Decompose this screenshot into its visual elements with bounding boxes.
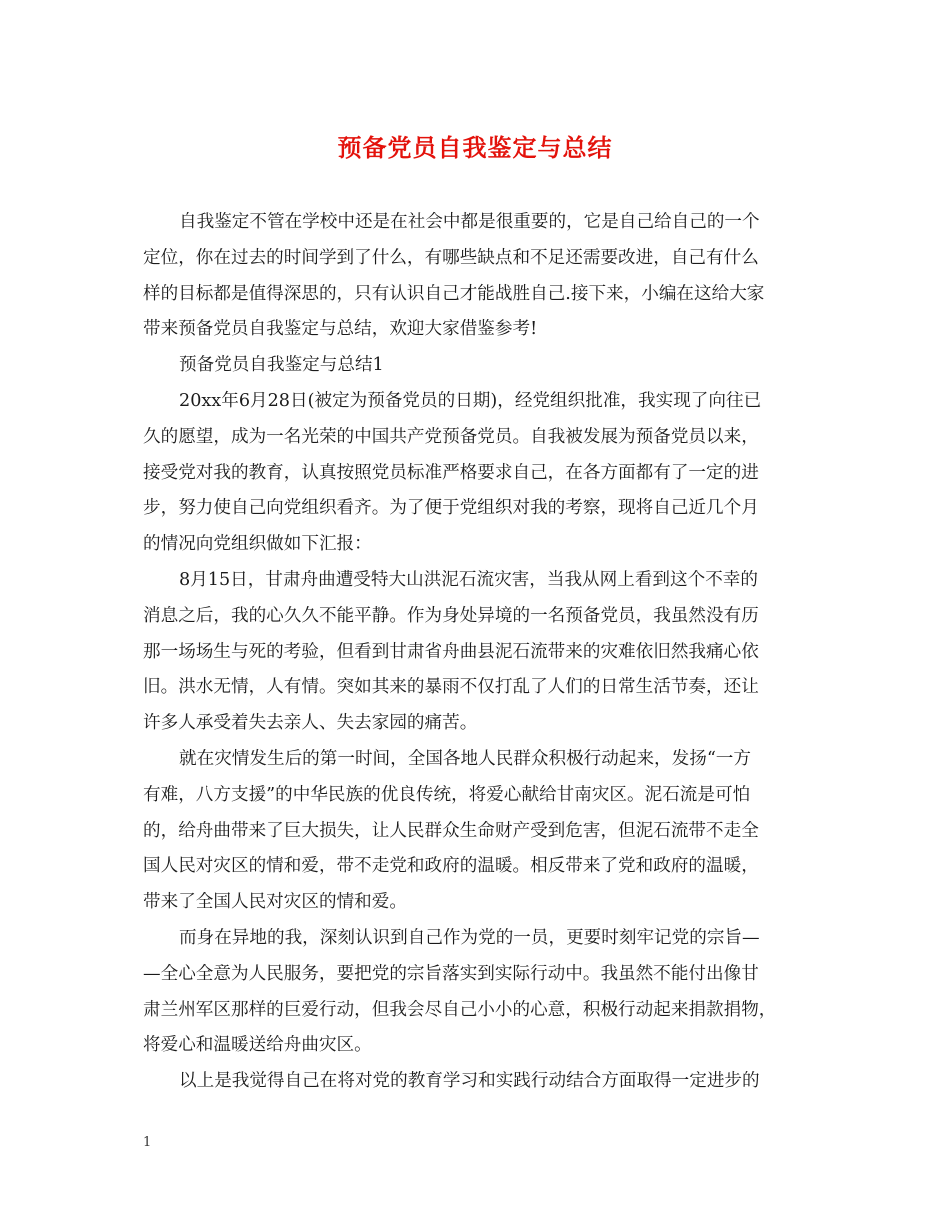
text-line: 那一场场生与死的考验，但看到甘肃省舟曲县泥石流带来的灾难依旧然我痛心依 [143,641,759,662]
text-line: —全心全意为人民服务，要把党的宗旨落实到实际行动中。我虽然不能付出像甘 [143,963,759,984]
text-line: 自我鉴定不管在学校中还是在社会中都是很重要的，它是自己给自己的一个 [179,212,760,232]
text-line: 许多人承受着失去亲人、失去家园的痛苦。 [143,713,478,734]
text-line: 的，给舟曲带来了巨大损失，让人民群众生命财产受到危害，但泥石流带不走全 [143,820,759,841]
text-line: 有难，八方支援”的中华民族的优良传统，将爱心献给甘南灾区。泥石流是可怕 [143,784,751,805]
text-line: 以上是我觉得自己在将对党的教育学习和实践行动结合方面取得一定进步的 [179,1071,760,1092]
text-line: 久的愿望，成为一名光荣的中国共产党预备党员。自我被发展为预备党员以来， [143,426,759,447]
page-number: 1 [143,1135,152,1150]
text-line: 国人民对灾区的情和爱，带不走党和政府的温暖。相反带来了党和政府的温暖， [143,856,759,877]
text-line: 而身在异地的我，深刻认识到自己作为党的一员，更要时刻牢记党的宗旨— [179,927,760,948]
text-line: 预备党员自我鉴定与总结1 [179,355,384,376]
text-line: 就在灾情发生后的第一时间，全国各地人民群众积极行动起来，发扬“一方 [179,748,751,769]
text-line: 旧。洪水无情，人有情。突如其来的暴雨不仅打乱了人们的日常生活节奏，还让 [143,677,759,698]
text-line: 肃兰州军区那样的巨爱行动，但我会尽自己小小的心意，积极行动起来捐款捐物， [143,999,777,1020]
text-line: 将爱心和温暖送给舟曲灾区。 [143,1035,372,1056]
text-line: 消息之后，我的心久久不能平静。作为身处异境的一名预备党员，我虽然没有历 [143,605,759,626]
text-line: 带来了全国人民对灾区的情和爱。 [143,892,407,913]
text-line: 接受党对我的教育，认真按照党员标准严格要求自己，在各方面都有了一定的进 [143,462,759,483]
text-line: 定位，你在过去的时间学到了什么，有哪些缺点和不足还需要改进，自己有什么 [143,247,759,268]
text-line: 样的目标都是值得深思的，只有认识自己才能战胜自己.接下来，小编在这给大家 [143,283,765,304]
text-line: 带来预备党员自我鉴定与总结，欢迎大家借鉴参考! [143,319,538,340]
text-line: 20xx年6月28日(被定为预备党员的日期)，经党组织批准，我实现了向往已 [179,390,762,411]
document-body [143,205,813,1100]
document-title: 预备党员自我鉴定与总结 [337,133,613,162]
text-line: 8月15日，甘肃舟曲遭受特大山洪泥石流灾害，当我从网上看到这个不幸的 [179,569,758,590]
text-line: 的情况向党组织做如下汇报： [143,534,372,555]
text-line: 步，努力使自己向党组织看齐。为了便于党组织对我的考察，现将自己近几个月 [143,498,759,519]
